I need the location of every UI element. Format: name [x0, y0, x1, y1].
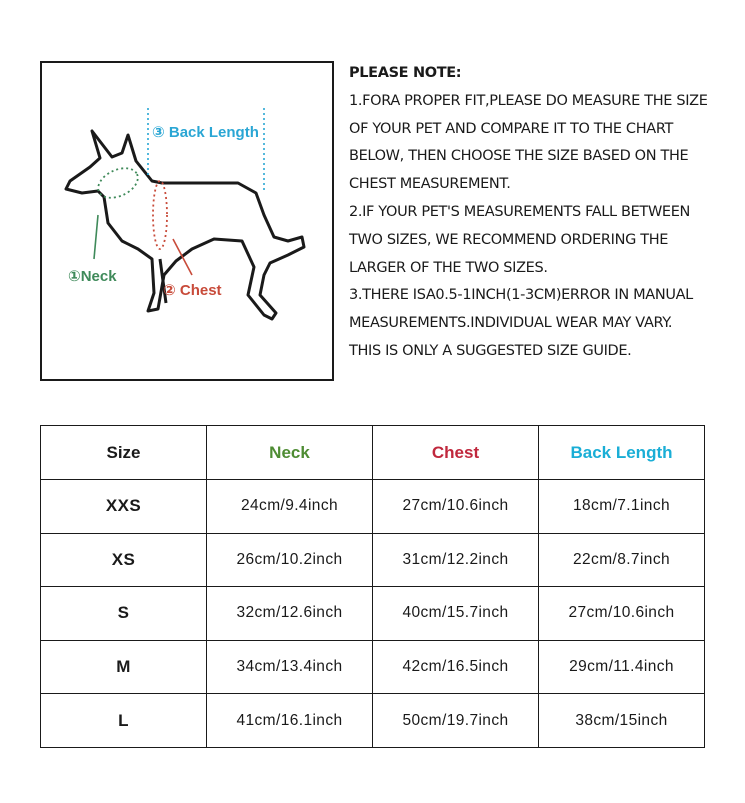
table-row — [41, 587, 705, 641]
header-chest: Chest — [373, 426, 539, 480]
neck-cell: 34cm/13.4inch — [207, 640, 373, 694]
neck-label: ①Neck — [68, 268, 117, 285]
note-line: 1.FORA PROPER FIT,PLEASE DO MEASURE THE SIZE — [349, 92, 708, 109]
header-back-length: Back Length — [539, 426, 705, 480]
neck-cell: 24cm/9.4inch — [207, 480, 373, 534]
chest-cell: 50cm/19.7inch — [373, 694, 539, 748]
back-length-cell: 29cm/11.4inch — [539, 640, 705, 694]
note-line: BELOW, THEN CHOOSE THE SIZE BASED ON THE — [349, 148, 689, 165]
table-row — [41, 480, 705, 534]
table-header-row — [41, 426, 705, 480]
neck-cell: 26cm/10.2inch — [207, 533, 373, 587]
dog-measurement-diagram — [40, 61, 334, 381]
back-length-cell: 27cm/10.6inch — [539, 587, 705, 641]
note-line: THIS IS ONLY A SUGGESTED SIZE GUIDE. — [349, 342, 632, 359]
chest-cell: 27cm/10.6inch — [373, 480, 539, 534]
back-length-cell: 22cm/8.7inch — [539, 533, 705, 587]
neck-cell: 41cm/16.1inch — [207, 694, 373, 748]
note-line: TWO SIZES, WE RECOMMEND ORDERING THE — [349, 231, 669, 248]
back-length-cell: 18cm/7.1inch — [539, 480, 705, 534]
back-length-cell: 38cm/15inch — [539, 694, 705, 748]
chest-cell: 40cm/15.7inch — [373, 587, 539, 641]
please-note-block — [349, 60, 729, 366]
size-cell: M — [41, 640, 207, 694]
note-title: PLEASE NOTE: — [349, 65, 462, 81]
table-row — [41, 533, 705, 587]
header-size: Size — [41, 426, 207, 480]
size-cell: L — [41, 694, 207, 748]
neck-cell: 32cm/12.6inch — [207, 587, 373, 641]
note-line: MEASUREMENTS.INDIVIDUAL WEAR MAY VARY. — [349, 315, 673, 332]
table-row — [41, 694, 705, 748]
note-line: 3.THERE ISA0.5-1INCH(1-3CM)ERROR IN MANUAL — [349, 287, 693, 304]
neck-pointer-line — [94, 215, 98, 259]
dog-silhouette-icon — [42, 63, 332, 379]
chest-cell: 31cm/12.2inch — [373, 533, 539, 587]
chest-label: ② Chest — [163, 282, 222, 299]
note-line: OF YOUR PET AND COMPARE IT TO THE CHART — [349, 120, 674, 137]
size-chart-table — [40, 425, 705, 748]
chest-pointer-line — [173, 239, 192, 275]
size-cell: XS — [41, 533, 207, 587]
note-line: LARGER OF THE TWO SIZES. — [349, 259, 548, 276]
header-neck: Neck — [207, 426, 373, 480]
note-line: CHEST MEASUREMENT. — [349, 176, 511, 193]
back-length-label: ③ Back Length — [152, 124, 259, 141]
table-row — [41, 640, 705, 694]
chest-measure-ring — [153, 181, 167, 249]
size-cell: XXS — [41, 480, 207, 534]
note-line: 2.IF YOUR PET'S MEASUREMENTS FALL BETWEEN — [349, 203, 691, 220]
size-cell: S — [41, 587, 207, 641]
neck-measure-ring — [93, 162, 142, 203]
chest-cell: 42cm/16.5inch — [373, 640, 539, 694]
